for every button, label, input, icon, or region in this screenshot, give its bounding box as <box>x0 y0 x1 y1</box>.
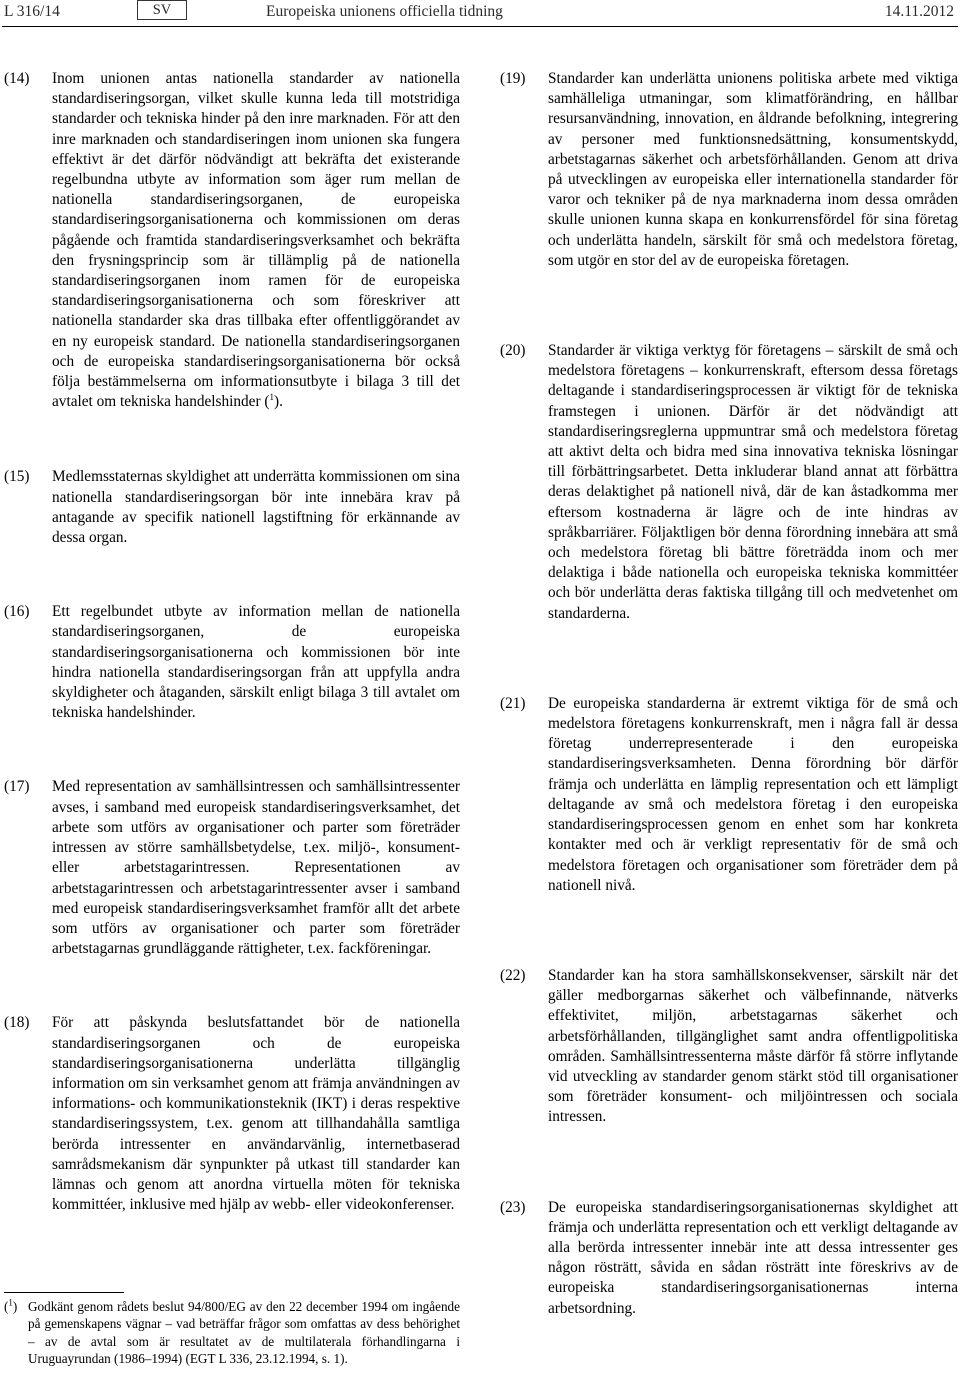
left-column <box>4 69 460 1215</box>
recital-number: (16) <box>4 603 30 621</box>
header-divider <box>2 26 958 27</box>
language-badge: SV <box>137 0 187 20</box>
recital-text: Ett regelbundet utbyte av information mellan de nationella standardiseringsorganen, de europeiska standardiseringsorganisationerna och kommissionen bör inte hindra nationella standardiseringsorgan från att uppfylla andra skyldigheter och åtaganden, särskilt enligt bilaga 3 till avtalet om tekniska handelshinder. <box>52 603 460 722</box>
page-reference: L 316/14 <box>4 3 60 20</box>
recital-number: (20) <box>500 342 526 360</box>
publication-date: 14.11.2012 <box>884 3 954 20</box>
recital-17 <box>4 777 460 959</box>
recital-23 <box>500 1198 958 1319</box>
footnote-divider <box>4 1292 124 1293</box>
footnote-reference[interactable]: 1 <box>269 392 274 403</box>
journal-title: Europeiska unionens officiella tidning <box>266 3 503 20</box>
recital-14 <box>4 69 460 412</box>
recital-text: Standarder kan ha stora samhällskonsekvenser, särskilt när det gäller medborgarnas säkerhet och välbefinnande, nätverks effektivitet, miljön, arbetstagarnas säkerhet och arbetsförhållanden, tillgänglighet samt andra offentligpolitiska områden. Samhällsintressenterna måste därför få större inflytande vid utveckling av standarder genom stärkt stöd till organisationer som företräder konsument- och miljöintressen och sociala intressen. <box>548 966 958 1126</box>
footnote <box>4 1298 460 1368</box>
recital-21 <box>500 694 958 896</box>
recital-text: Medlemsstaternas skyldighet att underrätta kommissionen om sina nationella standardiseringsorgan bör inte innebära krav på antagande av specifik nationell lagstiftning för erkännande av dessa organ. <box>52 468 460 547</box>
recital-15 <box>4 467 460 548</box>
recital-text: Standarder kan underlätta unionens politiska arbete med viktiga samhälleliga utmaningar, som klimatförändring, en hållbar resursanvändning, innovation, en åldrande befolkning, integrering av personer med funktionsnedsättning, konsumentskydd, arbetstagarnas säkerhet och arbetsförhållanden. Genom att driva på utvecklingen av europeiska eller internationella standarder för varor och tekniker på de nya marknaderna inom dessa områden skulle unionen kunna skapa en konkurrensfördel för sina företag och underlätta handeln, särskilt för små och medelstora företag, som utgör en stor del av de europeiska företagen. <box>548 70 958 269</box>
footnote-marker: ($^1$) <box>4 1297 18 1314</box>
recital-19 <box>500 69 958 271</box>
recital-number: (22) <box>500 966 526 984</box>
recital-number: (23) <box>500 1198 526 1216</box>
recital-text: De europeiska standardiseringsorganisationernas skyldighet att främja och underlätta representation och ett verkligt deltagande av alla berörda intressenter innebär inte att dessa intressenter ges någon rösträtt, såvida en sådan rösträtt inte föreskrivs av de europeiska standardiseringsorganisationernas interna arbetsordning. <box>548 1198 958 1317</box>
recital-text: Med representation av samhällsintressen och samhällsintressenter avses, i samband med europeisk standardiseringsverksamhet, det arbete som utförs av organisationer och parter som företräder intressen av större samhällsbetydelse, t.ex. miljö-, konsument- eller arbetstagarintressen. Representationen av arbetstagarintressen och arbetstagarintressenter avser i samband med europeisk standardiseringsverksamhet framför allt det arbete som utförs av organisationer och parter som företräder arbetstagarnas grundläggande rättigheter, t.ex. fackföreningar. <box>52 778 460 958</box>
footnote-text: Godkänt genom rådets beslut 94/800/EG av den 22 december 1994 om ingående på gemenskapens vägnar – vad beträffar frågor som omfattas av dess behörighet – av de avtal som är resultatet av de multilaterala förhandlingarna i Uruguayrundan (1986–1994) (EGT L 336, 23.12.1994, s. 1). <box>28 1299 460 1367</box>
recital-text: För att påskynda beslutsfattandet bör de nationella standardiseringsorganen och de europeiska standardiseringsorganisationerna underlätta tillgänglig information om sin verksamhet genom att främja användningen av informations- och kommunikationsteknik (IKT) i deras respektive standardiseringssystem, t.ex. genom att tillhandahålla samtliga berörda intressenter en användarvänlig, internetbaserad samrådsmekanism där synpunkter på utkast till standarder kan lämnas och genom att anordna virtuella möten för tekniska kommittéer, inklusive med hjälp av webb- eller videokonferenser. <box>52 1014 460 1214</box>
recital-text: Inom unionen antas nationella standarder av nationella standardiseringsorgan, vilket skulle kunna leda till motstridiga standarder och tekniska hinder på den inre marknaden. För att den inre marknaden och standardiseringen inom unionen ska fungera effektivt är det därför nödvändigt att bekräfta det existerande regelbundna utbyte av information som äger rum mellan de nationella standardiseringsorganen, de europeiska standardiseringsorganisationerna och kommissionen om deras pågående och framtida standardiseringsverksamhet och bekräfta den frysningsprincip som är tillämplig på de nationella standardiseringsorganen inom ramen för de europeiska standardiseringsorganisationerna och som föreskriver att nationella standarder ska dras tillbaka efter offentliggörandet av en ny europeisk standard. De nationella standardiseringsorganen och de europeiska standardiseringsorganisationerna bör också följa bestämmelserna om informationsutbyte i bilaga 3 till det avtalet om tekniska handelshinder ($^1$). <box>52 70 460 411</box>
recital-number: (15) <box>4 468 30 486</box>
page-header <box>0 0 960 22</box>
recital-20 <box>500 341 958 624</box>
recital-16 <box>4 602 460 723</box>
recital-18 <box>4 1013 460 1215</box>
recital-number: (18) <box>4 1014 30 1032</box>
recital-text: Standarder är viktiga verktyg för företagens – särskilt de små och medelstora företagens – konkurrenskraft, eftersom dessa företags deltagande i standardiseringsprocessen är viktigt för de tekniska framstegen i unionen. Därför är det nödvändigt att standardiseringsreglerna uppmuntrar små och medelstora företag att aktivt delta och bidra med sina innovativa tekniska lösningar till förbättringsarbetet. Detta inkluderar bland annat att förbättra deras delaktighet på nationell nivå, där de kan åstadkomma mer eftersom kostnaderna är lägre och de inte hindras av språkbarriärer. Följaktligen bör denna förordning innebära att små och medelstora företag bli bättre företrädda inom och mer delaktiga i både nationella och europeiska tekniska kommittéer och bör underlätta deras faktiska tillgång till och medvetenhet om standarderna. <box>548 342 958 622</box>
recital-22 <box>500 966 958 1128</box>
recital-number: (14) <box>4 70 30 87</box>
recital-number: (17) <box>4 778 30 796</box>
recital-number: (19) <box>500 70 526 87</box>
right-column <box>500 69 958 1319</box>
recital-text: De europeiska standarderna är extremt viktiga för de små och medelstora företagens konkurrenskraft, men i några fall är dessa företag underrepresenterade i den europeiska standardiseringsverksamheten. Denna förordning bör därför främja och underlätta en lämplig representation och ett lämpligt deltagande av små och medelstora företag i den europeiska standardiseringsprocessen genom en enhet som har konkreta kontakter med och är verkligt representativ för de små och medelstora företagen och organisationer som företräder dem på nationell nivå. <box>548 694 958 894</box>
recital-number: (21) <box>500 694 526 712</box>
